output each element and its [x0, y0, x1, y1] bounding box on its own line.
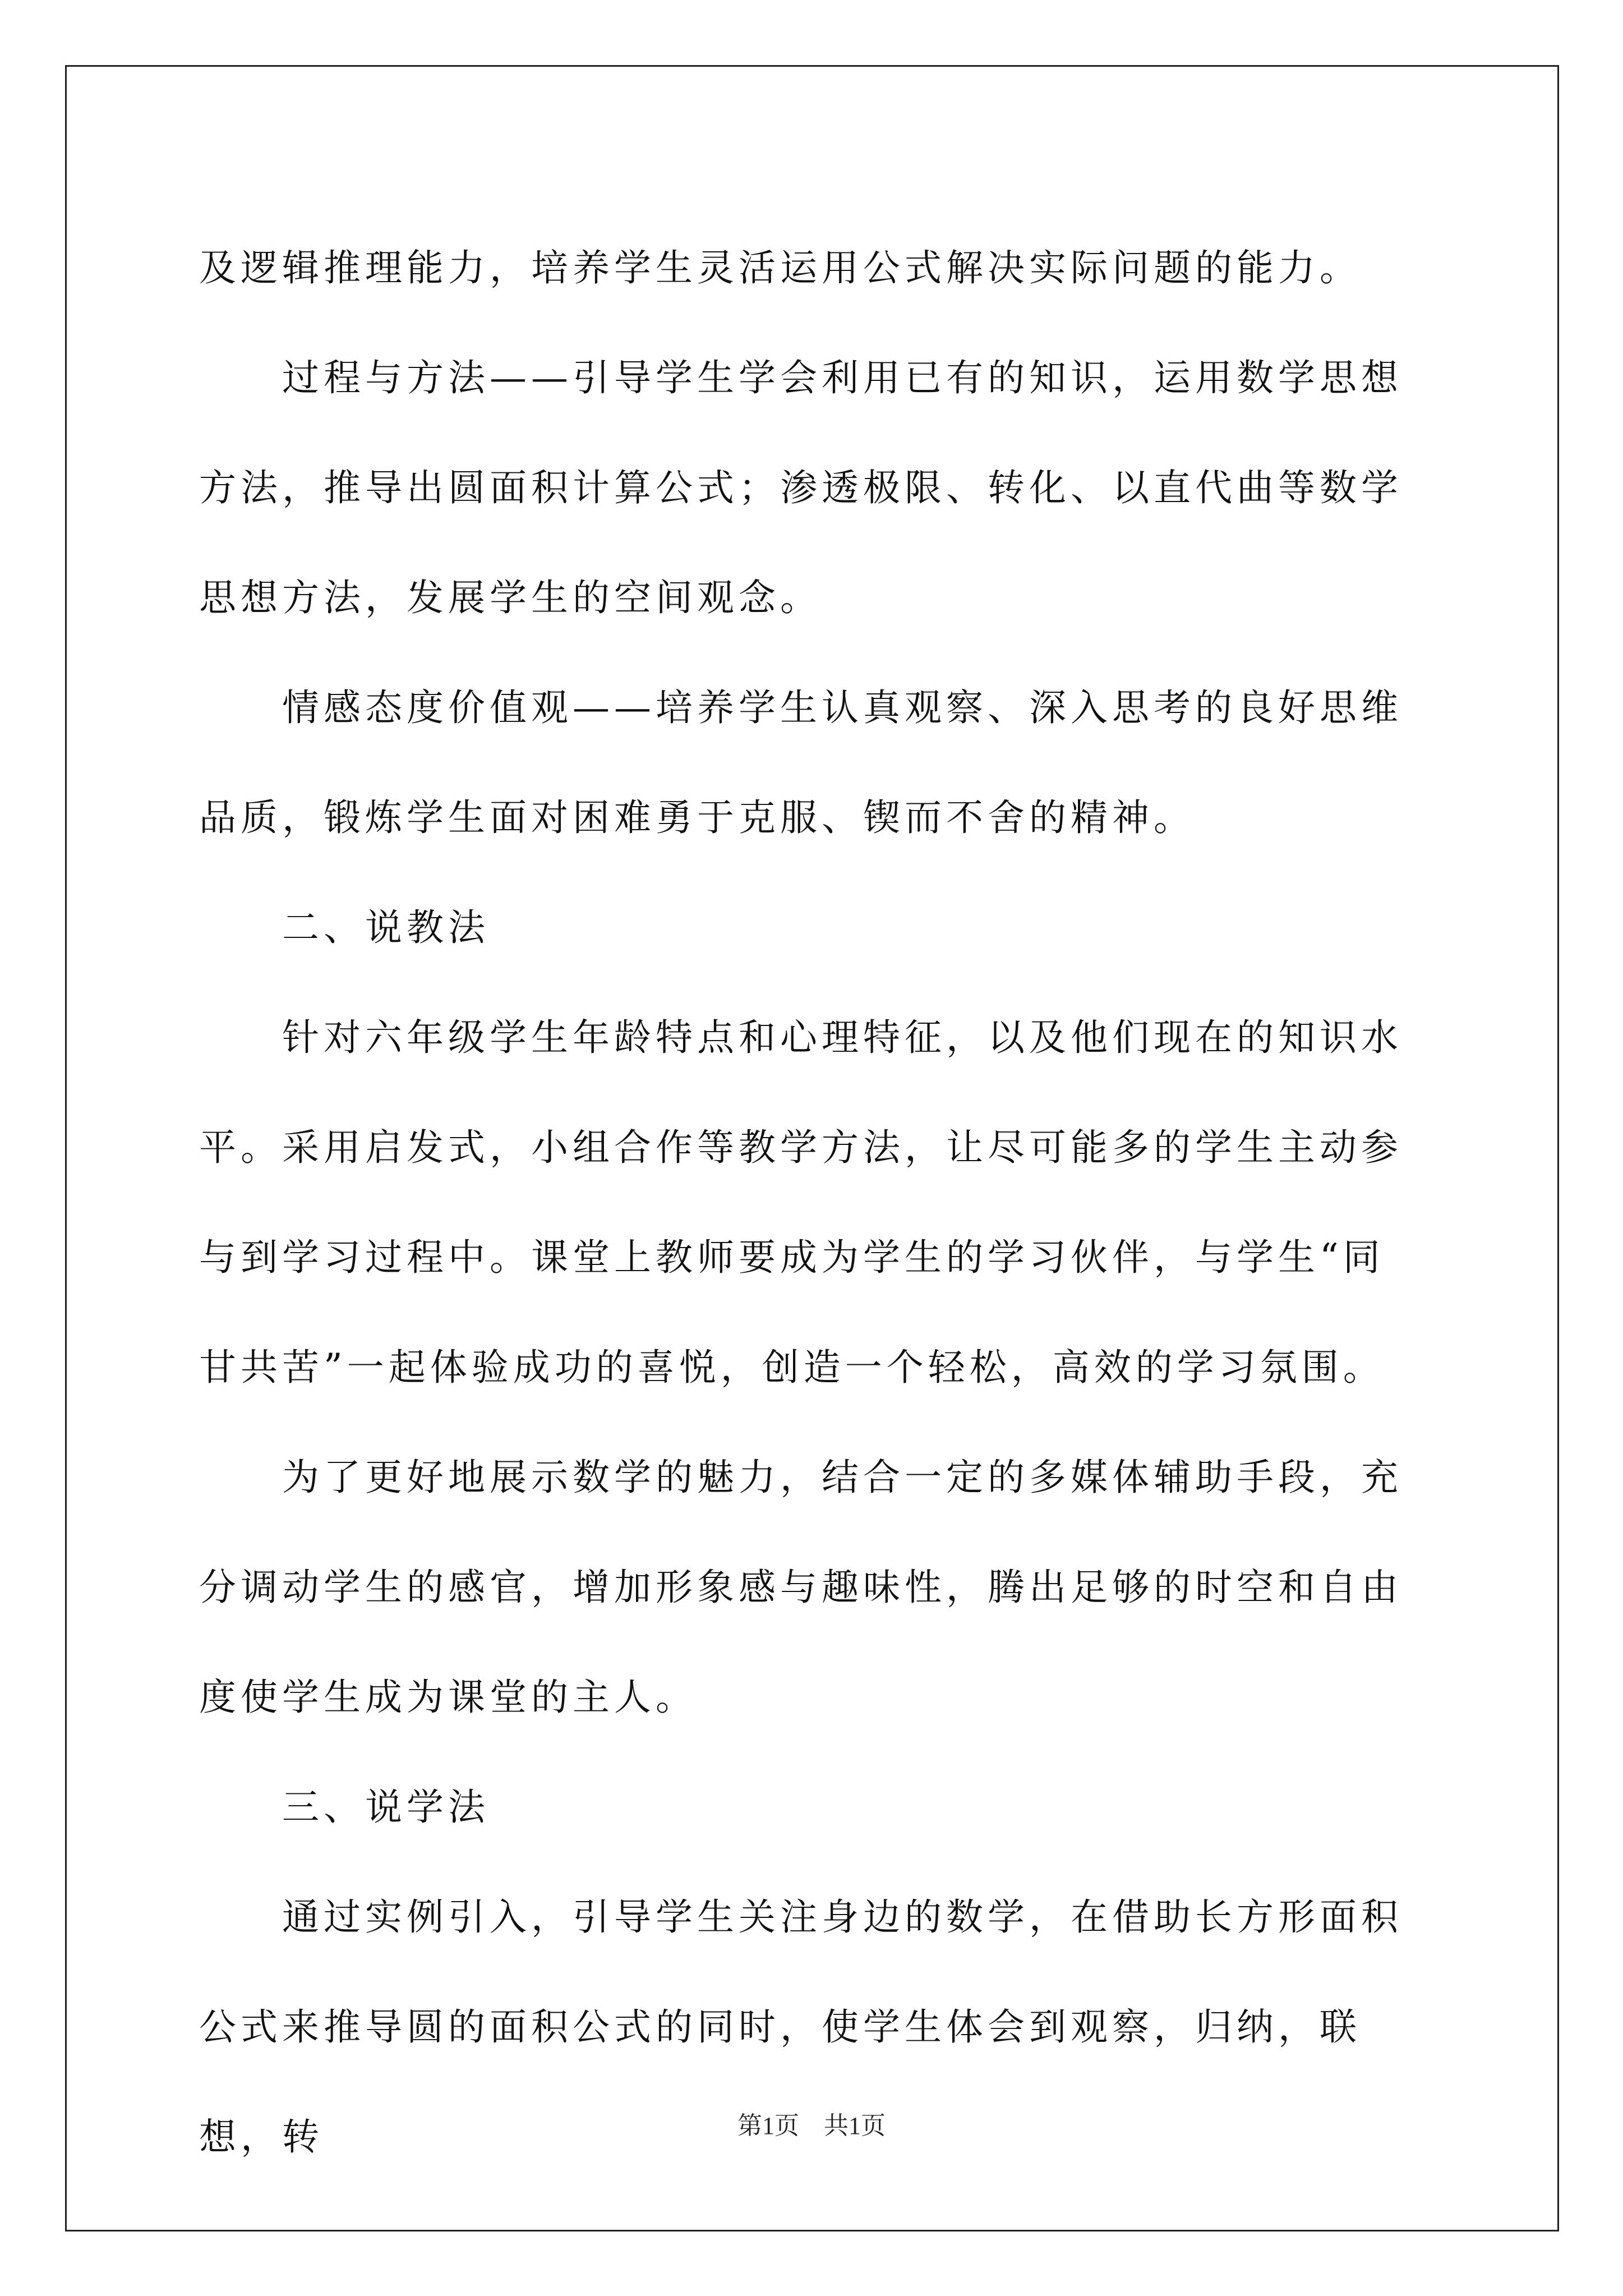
paragraph-8: 通过实例引入，引导学生关注身边的数学，在借助长方形面积公式来推导圆的面积公式的同时，使学生体会到观察，归纳，联想，转	[199, 1895, 1403, 2159]
paragraph-6: 为了更好地展示数学的魅力，结合一定的多媒体辅助手段，充分调动学生的感官，增加形象感与趣味性，腾出足够的时空和自由度使学生成为课堂的主人。	[199, 1456, 1403, 1719]
paragraph-1: 及逻辑推理能力，培养学生灵活运用公式解决实际问题的能力。	[199, 246, 1361, 289]
paragraph-5: 针对六年级学生年龄特点和心理特征，以及他们现在的知识水平。采用启发式，小组合作等教学方法，让尽可能多的学生主动参与到学习过程中。课堂上教师要成为学生的学习伙伴，与学生“同甘共苦”一起体验成功的喜悦，创造一个轻松，高效的学习氛围。	[199, 1016, 1403, 1389]
document-body	[199, 213, 1424, 2192]
section-heading-teaching-method: 二、说教法	[282, 906, 490, 949]
paragraph-2: 过程与方法——引导学生学会利用已有的知识，运用数学思想方法，推导出圆面积计算公式；渗透极限、转化、以直代曲等数学思想方法，发展学生的空间观念。	[199, 356, 1403, 619]
section-heading-learning-method: 三、说学法	[282, 1786, 490, 1829]
page-footer: 第1页 共1页	[737, 2112, 886, 2139]
paragraph-3: 情感态度价值观——培养学生认真观察、深入思考的良好思维品质，锻炼学生面对困难勇于克服、锲而不舍的精神。	[199, 686, 1403, 839]
